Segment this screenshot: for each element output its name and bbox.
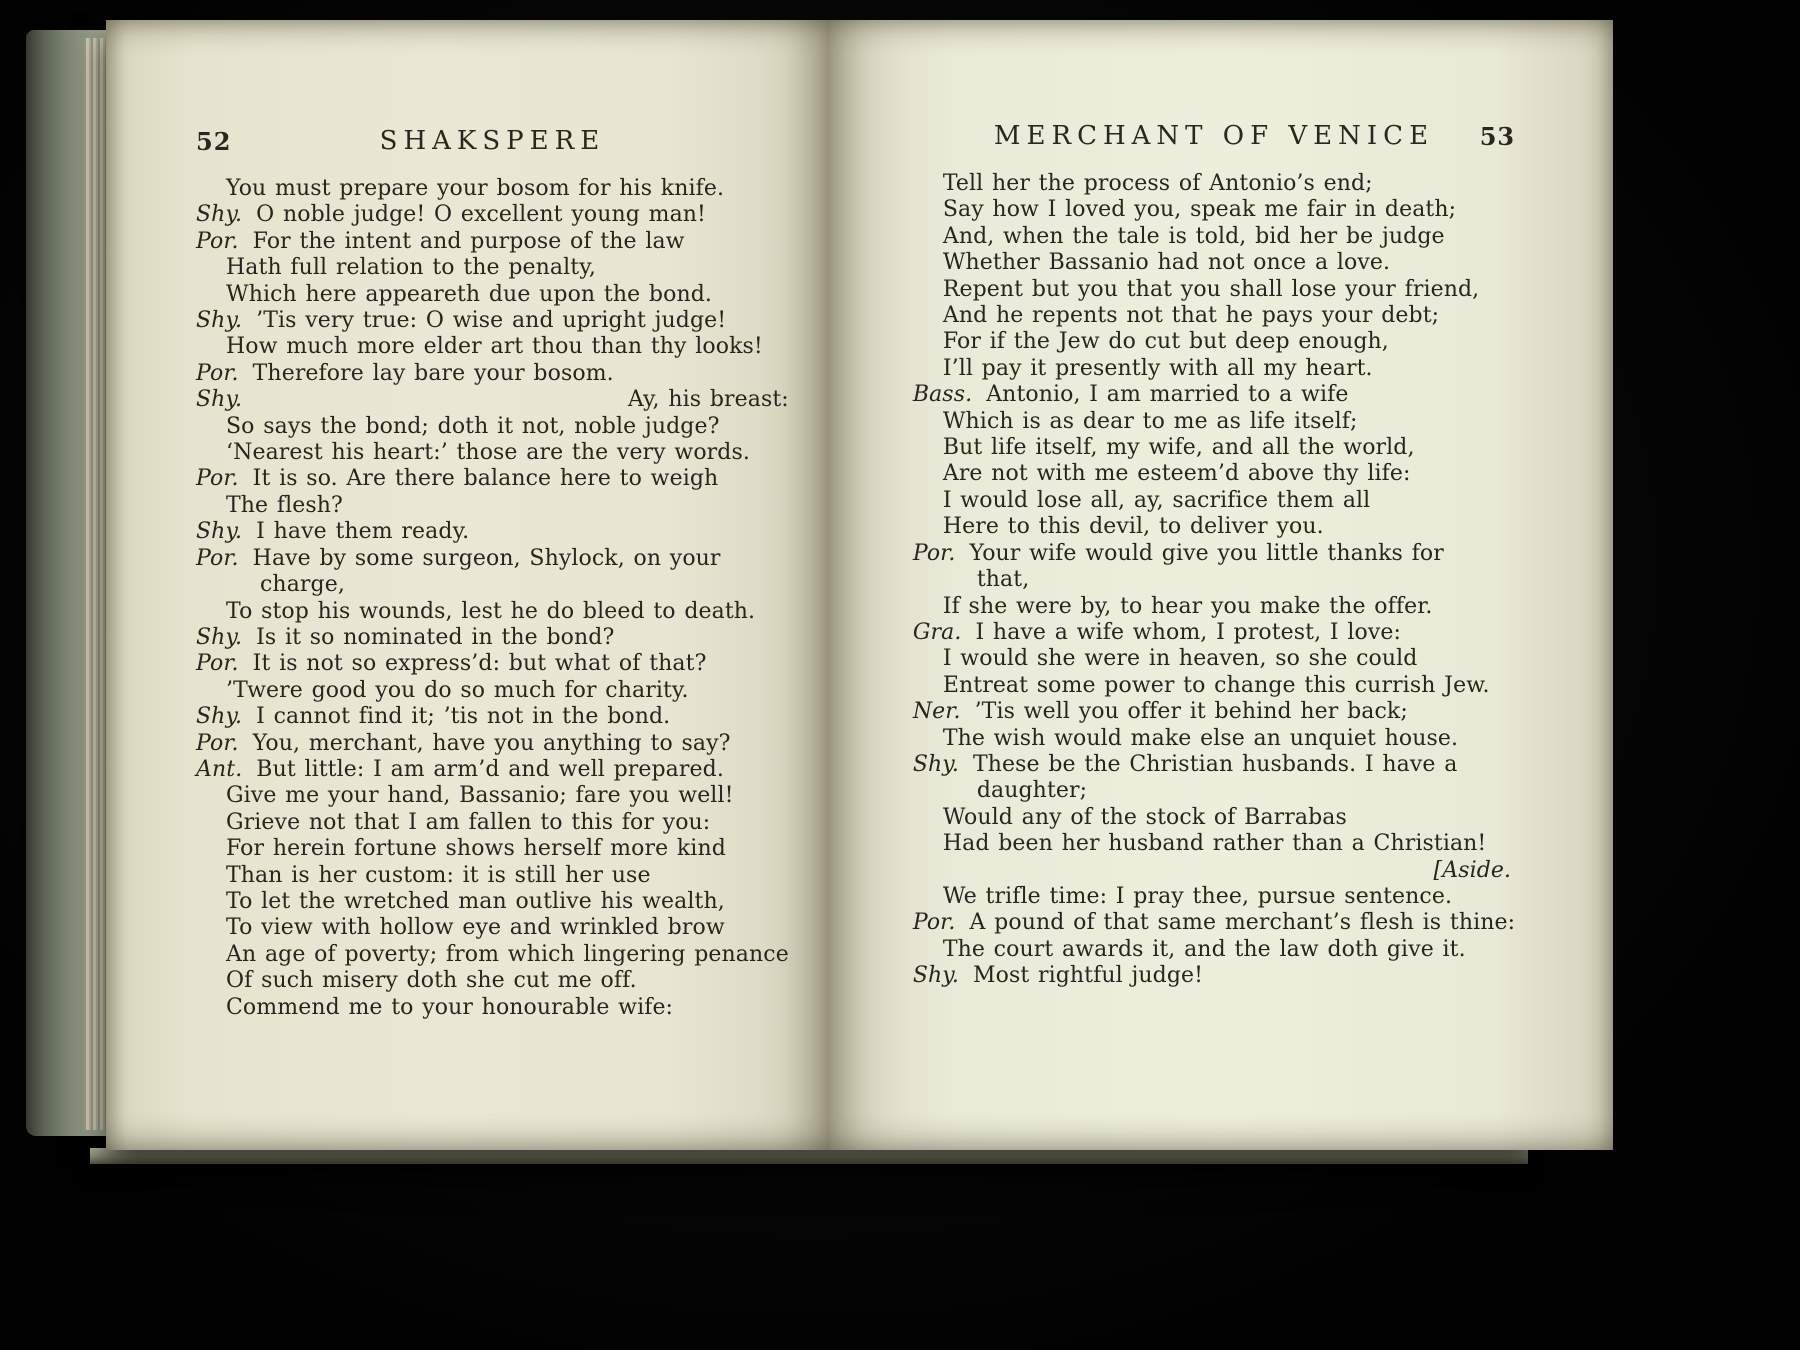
line-text: These be the Christian husbands. I have a bbox=[972, 751, 1458, 777]
line-text: Your wife would give you little thanks for bbox=[969, 540, 1444, 566]
verse-line bbox=[913, 673, 1515, 699]
line-text: The flesh? bbox=[226, 492, 343, 518]
verse-line bbox=[196, 651, 789, 677]
right-page-header bbox=[913, 121, 1515, 157]
verse-line bbox=[913, 937, 1515, 963]
verse-line bbox=[913, 277, 1515, 303]
verse-line bbox=[196, 942, 789, 968]
speaker-label: Gra. bbox=[912, 619, 962, 645]
left-page-number: 52 bbox=[196, 127, 232, 156]
verse-line bbox=[913, 250, 1515, 276]
speaker-label: Por. bbox=[196, 360, 239, 386]
verse-line bbox=[196, 202, 789, 228]
line-text: I would lose all, ay, sacrifice them all bbox=[942, 487, 1371, 513]
verse-line bbox=[196, 625, 789, 651]
line-text: For if the Jew do cut but deep enough, bbox=[942, 329, 1389, 355]
speaker-label: Shy. bbox=[912, 751, 959, 777]
verse-line bbox=[196, 440, 789, 466]
line-text: The court awards it, and the law doth give it. bbox=[942, 936, 1466, 962]
verse-line bbox=[196, 282, 789, 308]
line-text: Is it so nominated in the bond? bbox=[256, 624, 615, 650]
verse-line bbox=[196, 176, 789, 202]
verse-line bbox=[196, 387, 789, 413]
line-text: Entreat some power to change this currish Jew. bbox=[942, 672, 1490, 698]
speaker-label: Shy. bbox=[196, 519, 243, 545]
verse-line bbox=[196, 546, 789, 572]
line-text: For the intent and purpose of the law bbox=[252, 228, 685, 254]
line-text: I’ll pay it presently with all my heart. bbox=[942, 355, 1373, 381]
verse-line bbox=[913, 382, 1515, 408]
verse-line bbox=[913, 646, 1515, 672]
verse-line bbox=[913, 197, 1515, 223]
line-text: Are not with me esteem’d above thy life: bbox=[942, 461, 1411, 487]
verse-line bbox=[196, 572, 789, 598]
verse-line bbox=[913, 303, 1515, 329]
verse-line bbox=[196, 968, 789, 994]
verse-line bbox=[196, 863, 789, 889]
speaker-label: Por. bbox=[196, 466, 239, 492]
speaker-label: Shy. bbox=[912, 963, 959, 989]
line-text: The wish would make else an unquiet house. bbox=[942, 725, 1459, 751]
verse-line bbox=[913, 171, 1515, 197]
left-page bbox=[106, 20, 829, 1150]
verse-line bbox=[913, 329, 1515, 355]
speaker-label: Shy. bbox=[196, 308, 243, 334]
line-text: We trifle time: I pray thee, pursue sentence. bbox=[942, 883, 1453, 909]
line-text: Whether Bassanio had not once a love. bbox=[942, 250, 1391, 276]
line-text: And, when the tale is told, bid her be judge bbox=[942, 223, 1445, 249]
verse-line bbox=[913, 514, 1515, 540]
line-text: To let the wretched man outlive his wealth, bbox=[226, 888, 725, 914]
verse-line bbox=[913, 224, 1515, 250]
verse-line bbox=[196, 466, 789, 492]
page-stack-edges-bottom bbox=[90, 1148, 1528, 1164]
speaker-label: Por. bbox=[196, 545, 239, 571]
speaker-label: Por. bbox=[912, 910, 956, 936]
verse-line bbox=[196, 889, 789, 915]
verse-line bbox=[196, 255, 789, 281]
speaker-label: Shy. bbox=[196, 624, 243, 650]
line-text: I cannot find it; ’tis not in the bond. bbox=[256, 704, 671, 730]
speaker-label: Por. bbox=[196, 651, 239, 677]
line-text: Antonio, I am married to a wife bbox=[986, 382, 1349, 408]
speaker-label: Por. bbox=[196, 228, 239, 254]
speaker-label: Por. bbox=[196, 730, 239, 756]
line-text: Of such misery doth she cut me off. bbox=[226, 968, 637, 994]
left-running-title: SHAKSPERE bbox=[379, 126, 606, 156]
line-text: O noble judge! O excellent young man! bbox=[256, 202, 706, 228]
page-spread bbox=[106, 20, 1542, 1150]
verse-line bbox=[196, 810, 789, 836]
line-text: Which here appeareth due upon the bond. bbox=[226, 281, 712, 307]
line-text: But life itself, my wife, and all the world, bbox=[942, 435, 1415, 461]
speaker-label: Shy. bbox=[196, 704, 243, 730]
verse-line bbox=[196, 493, 789, 519]
verse-line bbox=[196, 757, 789, 783]
line-text: And he repents not that he pays your debt; bbox=[942, 303, 1440, 329]
verse-line bbox=[196, 836, 789, 862]
speaker-label: Por. bbox=[912, 540, 956, 566]
right-running-title: MERCHANT OF VENICE bbox=[993, 121, 1435, 151]
line-text: To view with hollow eye and wrinkled brow bbox=[226, 915, 725, 941]
verse-line bbox=[196, 519, 789, 545]
verse-line bbox=[913, 726, 1515, 752]
line-text: Which is as dear to me as life itself; bbox=[942, 408, 1358, 434]
verse-line bbox=[913, 594, 1515, 620]
line-text: ’Tis well you offer it behind her back; bbox=[974, 699, 1408, 725]
line-text: Ay, his breast: bbox=[627, 387, 789, 413]
line-text: Had been her husband rather than a Christian! bbox=[942, 831, 1487, 857]
line-text: Repent but you that you shall lose your friend, bbox=[942, 276, 1480, 302]
verse-line bbox=[913, 488, 1515, 514]
line-text: Grieve not that I am fallen to this for you: bbox=[226, 809, 711, 835]
speaker-label: Shy. bbox=[196, 202, 243, 228]
line-text: daughter; bbox=[976, 778, 1088, 804]
verse-line bbox=[196, 731, 789, 757]
line-text: ’Twere good you do so much for charity. bbox=[226, 677, 689, 703]
open-book bbox=[26, 4, 1550, 1164]
line-text: that, bbox=[976, 567, 1030, 593]
speaker-label: Bass. bbox=[912, 382, 973, 408]
line-text: I have them ready. bbox=[256, 519, 470, 545]
line-text: To stop his wounds, lest he do bleed to death. bbox=[226, 598, 756, 624]
verse-line bbox=[196, 704, 789, 730]
verse-line bbox=[913, 541, 1515, 567]
line-text: A pound of that same merchant’s flesh is thine: bbox=[969, 910, 1516, 936]
line-text: Tell her the process of Antonio’s end; bbox=[942, 171, 1373, 196]
left-page-lines bbox=[196, 176, 789, 1021]
line-text: charge, bbox=[260, 572, 345, 598]
verse-line bbox=[913, 884, 1515, 910]
line-text: Than is her custom: it is still her use bbox=[226, 862, 651, 888]
right-page bbox=[829, 20, 1613, 1150]
line-text: ’Tis very true: O wise and upright judge! bbox=[256, 308, 727, 334]
verse-line bbox=[913, 435, 1515, 461]
line-text: Most rightful judge! bbox=[972, 963, 1204, 989]
verse-line bbox=[196, 229, 789, 255]
line-text: So says the bond; doth it not, noble judge? bbox=[226, 413, 720, 439]
verse-line bbox=[196, 361, 789, 387]
line-text: ‘Nearest his heart:’ those are the very words. bbox=[226, 440, 750, 466]
verse-line bbox=[913, 567, 1515, 593]
verse-line bbox=[196, 783, 789, 809]
line-text: For herein fortune shows herself more kind bbox=[226, 836, 726, 862]
line-text: Have by some surgeon, Shylock, on your bbox=[252, 545, 721, 571]
line-text: Hath full relation to the penalty, bbox=[226, 255, 596, 281]
line-text: You must prepare your bosom for his knife. bbox=[226, 176, 725, 201]
line-text: I would she were in heaven, so she could bbox=[942, 646, 1418, 672]
verse-line bbox=[196, 678, 789, 704]
line-text: Would any of the stock of Barrabas bbox=[942, 804, 1347, 830]
verse-line bbox=[913, 805, 1515, 831]
verse-line bbox=[913, 356, 1515, 382]
line-text: Give me your hand, Bassanio; fare you well! bbox=[226, 783, 734, 809]
line-text: How much more elder art thou than thy looks! bbox=[226, 334, 763, 360]
verse-line bbox=[913, 752, 1515, 778]
verse-line bbox=[913, 778, 1515, 804]
verse-line bbox=[913, 461, 1515, 487]
verse-line bbox=[913, 699, 1515, 725]
line-text: You, merchant, have you anything to say? bbox=[252, 730, 731, 756]
verse-line bbox=[913, 409, 1515, 435]
line-text: Commend me to your honourable wife: bbox=[226, 994, 674, 1020]
line-text: [Aside. bbox=[1433, 857, 1512, 883]
line-text: I have a wife whom, I protest, I love: bbox=[975, 619, 1402, 645]
speaker-label: Ner. bbox=[912, 699, 961, 725]
right-page-number: 53 bbox=[1479, 122, 1516, 151]
speaker-label: Shy. bbox=[196, 387, 243, 413]
verse-line bbox=[913, 910, 1515, 936]
verse-line bbox=[913, 831, 1515, 857]
verse-line bbox=[913, 963, 1515, 989]
line-text: It is so. Are there balance here to weigh bbox=[252, 466, 719, 492]
line-text: Say how I loved you, speak me fair in death; bbox=[942, 197, 1457, 223]
right-page-lines bbox=[913, 171, 1515, 990]
line-text: It is not so express’d: but what of that? bbox=[252, 651, 707, 677]
line-text: An age of poverty; from which lingering penance bbox=[226, 941, 789, 967]
verse-line bbox=[196, 599, 789, 625]
line-text: But little: I am arm’d and well prepared. bbox=[256, 756, 724, 782]
verse-line bbox=[196, 915, 789, 941]
verse-line bbox=[913, 858, 1515, 884]
verse-line bbox=[196, 308, 789, 334]
line-text: Therefore lay bare your bosom. bbox=[252, 360, 614, 386]
line-text: Here to this devil, to deliver you. bbox=[942, 514, 1324, 540]
verse-line bbox=[196, 414, 789, 440]
line-text: If she were by, to hear you make the offer. bbox=[942, 593, 1433, 619]
left-page-header bbox=[196, 126, 789, 162]
verse-line bbox=[913, 620, 1515, 646]
verse-line bbox=[196, 334, 789, 360]
speaker-label: Ant. bbox=[196, 756, 243, 782]
verse-line bbox=[196, 995, 789, 1021]
